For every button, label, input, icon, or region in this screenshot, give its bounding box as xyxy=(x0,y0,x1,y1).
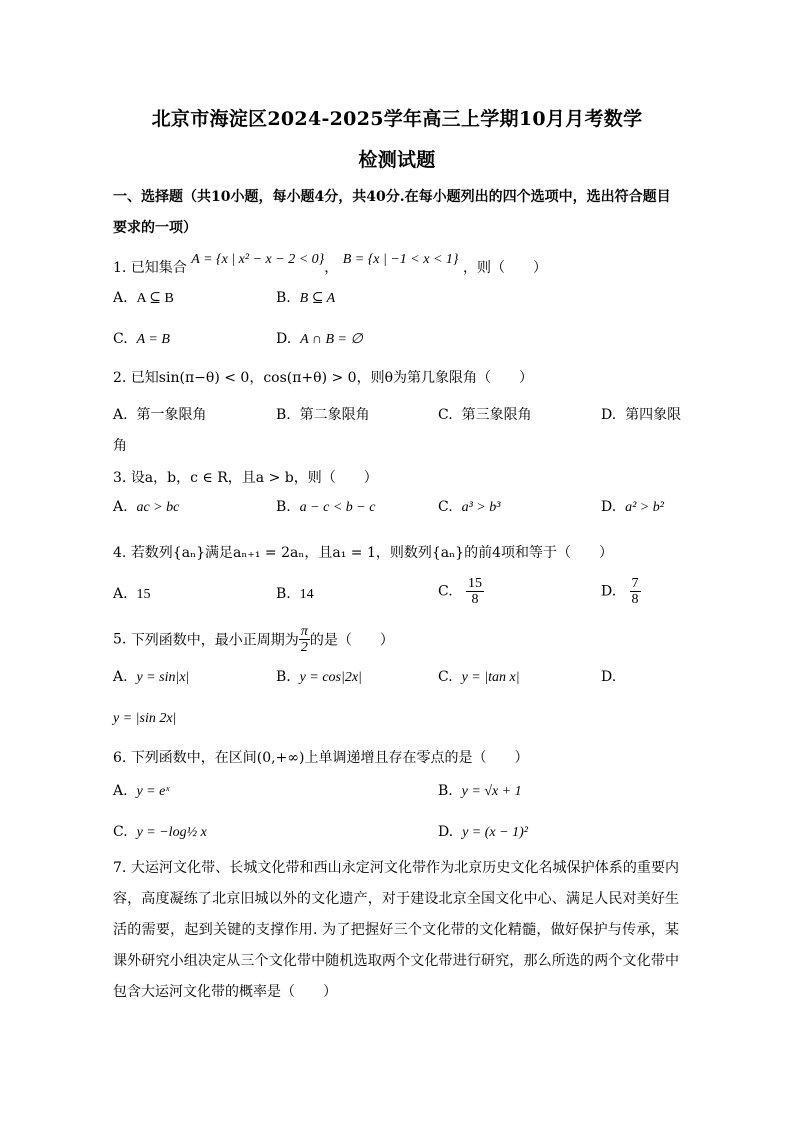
option-d[interactable]: D. xyxy=(601,669,617,685)
question-4-stem: 4. 若数列{aₙ}满足aₙ₊₁ = 2aₙ，且a₁ = 1，则数列{aₙ}的前4项和等于（ ） xyxy=(113,545,613,561)
option-b[interactable]: B. 第二象限角 xyxy=(276,407,370,423)
option-a[interactable]: A. y = sin|x| xyxy=(113,669,190,685)
option-c[interactable]: C. A = B xyxy=(113,331,170,347)
question-1-stem: 1. 已知集合 A = {x | x² − x − 2 < 0}， B = {x | −1 < x < 1} ，则（ ） xyxy=(113,252,547,276)
question-6-stem: 6. 下列函数中，在区间(0,+∞)上单调递增且存在零点的是（ ） xyxy=(113,750,529,766)
question-3-stem: 3. 设a，b，c ∈ R，且a > b，则（ ） xyxy=(113,470,378,486)
option-a[interactable]: A. A ⊆ B xyxy=(113,290,174,306)
page-title: 北京市海淀区2024-2025学年高三上学期10月月考数学 xyxy=(151,108,643,130)
option-c[interactable]: C. a³ > b³ xyxy=(438,499,501,515)
option-b[interactable]: B. y = cos|2x| xyxy=(276,669,362,685)
option-c[interactable]: C. y = −log½ x xyxy=(113,824,207,840)
option-d[interactable]: D. 第四象限 xyxy=(601,407,682,423)
option-d-wrap: y = |sin 2x| xyxy=(113,711,177,726)
option-b[interactable]: B. 14 xyxy=(276,586,314,602)
question-2-stem: 2. 已知sin(π−θ) < 0，cos(π+θ) > 0，则θ为第几象限角（ ） xyxy=(113,370,534,386)
option-a[interactable]: A. y = eˣ xyxy=(113,783,170,799)
section-heading-cont: 要求的一项） xyxy=(113,220,197,236)
option-c[interactable]: C. 第三象限角 xyxy=(438,407,532,423)
section-heading: 一、选择题（共10小题，每小题4分，共40分.在每小题列出的四个选项中，选出符合题目 xyxy=(113,189,671,205)
option-a[interactable]: A. 15 xyxy=(113,586,151,602)
question-7-stem: 7. 大运河文化带、长城文化带和西山永定河文化带作为北京历史文化名城保护体系的重要内容，高度凝练了北京旧城以外的文化遗产，对于建设北京全国文化中心、满足人民对美好生活的需要，起到关键的支撑作用. 为了把握好三个文化带的文化精髓，做好保护与传承，某课外研究小组决定从三个文化带中随机选取两个文化带进行研究，那么所选的两个文化带中包含大运河文化带的概率是（ ） xyxy=(113,860,680,1000)
option-d[interactable]: D. y = (x − 1)² xyxy=(438,824,528,840)
option-b[interactable]: B. a − c < b − c xyxy=(276,499,376,515)
option-c[interactable]: C. y = |tan x| xyxy=(438,669,520,685)
question-5-stem: 5. 下列函数中，最小正周期为 $\frac{\pi}{2}$ 的是（ ） xyxy=(113,624,394,655)
option-d-wrap: 角 xyxy=(113,438,127,454)
option-b[interactable]: B. B ⊆ A xyxy=(276,290,336,306)
question-number: 1. xyxy=(113,260,127,276)
option-d[interactable]: D. A ∩ B = ∅ xyxy=(276,331,363,347)
option-b[interactable]: B. y = √x + 1 xyxy=(438,783,522,799)
set-b: B = {x | −1 < x < 1} xyxy=(342,252,459,267)
option-d[interactable]: D. a² > b² xyxy=(601,499,664,515)
set-a: A = {x | x² − x − 2 < 0} xyxy=(191,252,325,267)
option-a[interactable]: A. 第一象限角 xyxy=(113,407,207,423)
page-subtitle: 检测试题 xyxy=(358,149,436,171)
option-d[interactable]: D. $\frac{7}{8}$ xyxy=(601,576,639,607)
option-a[interactable]: A. ac > bc xyxy=(113,499,180,515)
option-c[interactable]: C. $\frac{15}{8}$ xyxy=(438,576,483,607)
